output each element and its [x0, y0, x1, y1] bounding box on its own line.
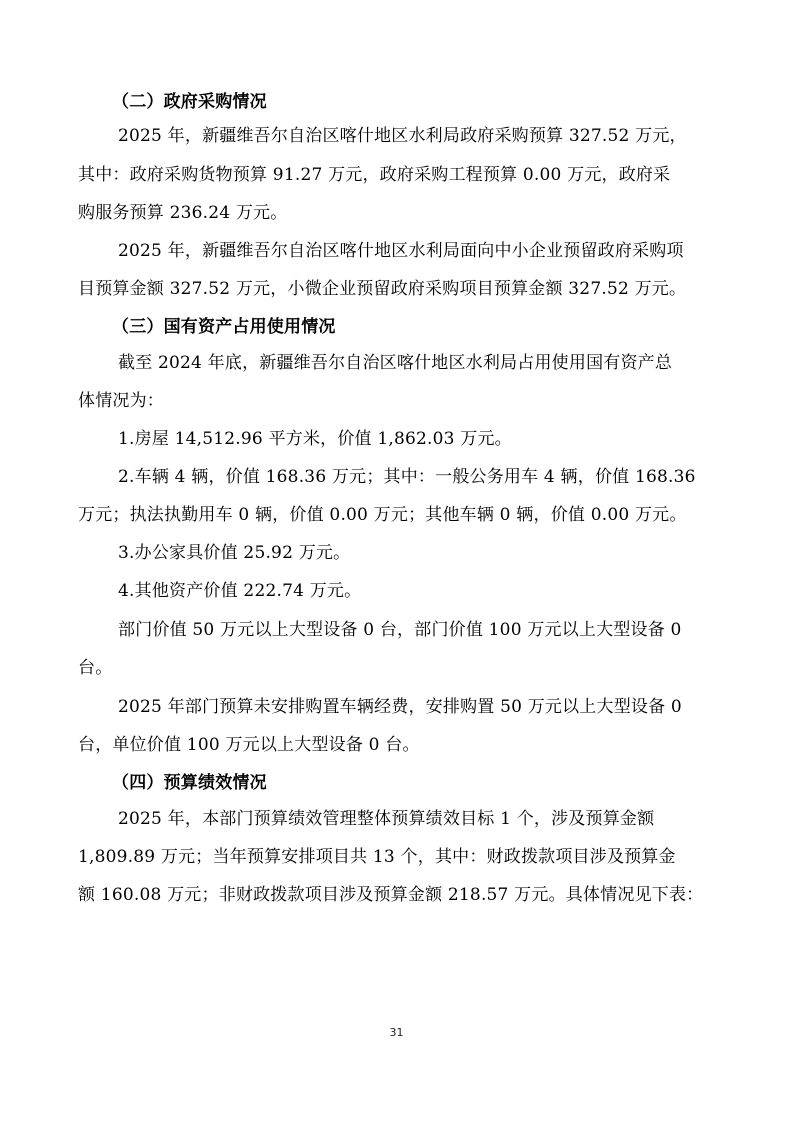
paragraph-line: 额 160.08 万元；非财政拨款项目涉及预算金额 218.57 万元。具体情况见下表： [78, 885, 704, 905]
section-heading-performance: （四）预算绩效情况 [112, 773, 267, 793]
paragraph-line: 购服务预算 236.24 万元。 [78, 203, 288, 223]
paragraph-line: 体情况为： [78, 391, 164, 411]
paragraph-line: 台。 [78, 658, 113, 678]
list-item: 4.其他资产价值 222.74 万元。 [118, 581, 362, 601]
paragraph-line: 截至 2024 年底，新疆维吾尔自治区喀什地区水利局占用使用国有资产总 [118, 353, 673, 373]
paragraph-line: 2025 年，本部门预算绩效管理整体预算绩效目标 1 个，涉及预算金额 [118, 809, 655, 829]
paragraph-line: 2025 年部门预算未安排购置车辆经费，安排购置 50 万元以上大型设备 0 [118, 697, 682, 717]
section-heading-assets: （三）国有资产占用使用情况 [112, 317, 336, 337]
section-heading-procurement: （二）政府采购情况 [112, 92, 267, 112]
list-item: 3.办公家具价值 25.92 万元。 [118, 543, 351, 563]
page-number: 31 [389, 1026, 404, 1039]
paragraph-line: 目预算金额 327.52 万元，小微企业预留政府采购项目预算金额 327.52 万元。 [78, 279, 687, 299]
paragraph-line: 2025 年，新疆维吾尔自治区喀什地区水利局面向中小企业预留政府采购项 [118, 241, 684, 261]
paragraph-line: 其中：政府采购货物预算 91.27 万元，政府采购工程预算 0.00 万元，政府采 [78, 165, 671, 185]
paragraph-line: 1,809.89 万元；当年预算安排项目共 13 个，其中：财政拨款项目涉及预算金 [78, 847, 676, 867]
paragraph-line: 部门价值 50 万元以上大型设备 0 台，部门价值 100 万元以上大型设备 0 [118, 620, 682, 640]
list-item: 2.车辆 4 辆，价值 168.36 万元；其中：一般公务用车 4 辆，价值 168.36 [118, 467, 696, 487]
paragraph-line: 台，单位价值 100 万元以上大型设备 0 台。 [78, 735, 420, 755]
paragraph-line: 2025 年，新疆维吾尔自治区喀什地区水利局政府采购预算 327.52 万元， [118, 126, 687, 146]
paragraph-line: 万元；执法执勤用车 0 辆，价值 0.00 万元；其他车辆 0 辆，价值 0.00 万元。 [78, 505, 687, 525]
list-item: 1.房屋 14,512.96 平方米，价值 1,862.03 万元。 [118, 429, 512, 449]
